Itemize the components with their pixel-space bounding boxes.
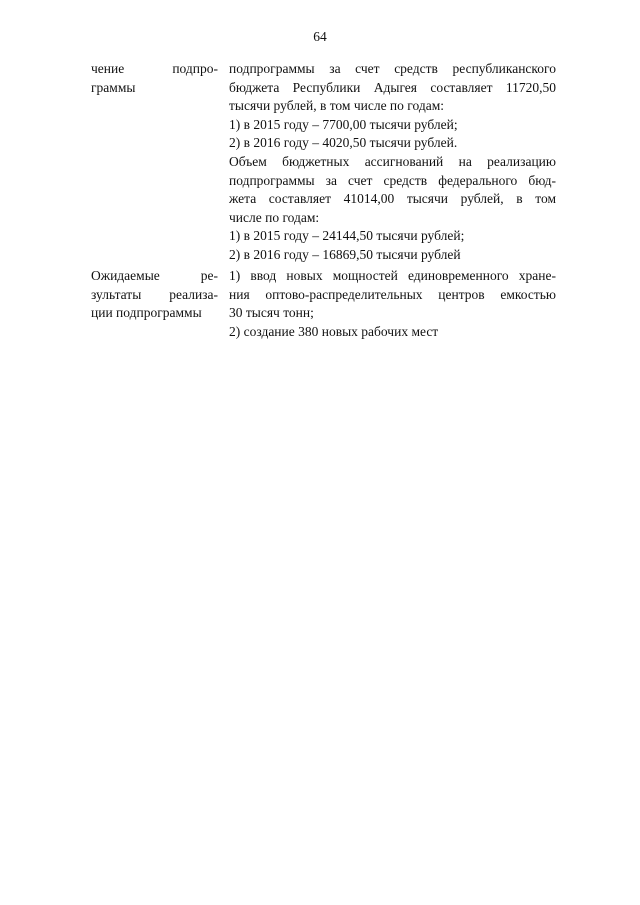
row-label: [91, 60, 218, 97]
row-label: [91, 267, 218, 323]
content-line: 2) в 2016 году – 16869,50 тысячи рублей: [229, 246, 461, 262]
label-word: реализа-: [169, 286, 218, 302]
label-word: граммы: [91, 79, 136, 95]
content-line: 1) в 2015 году – 7700,00 тысячи рублей;: [229, 116, 458, 132]
content-line: числе по годам:: [229, 209, 320, 225]
content-line: Объем бюджетных ассигнований на реализацию: [229, 153, 556, 169]
content-line: жета составляет 41014,00 тысячи рублей, в том: [229, 191, 556, 207]
label-word: Ожидаемые: [91, 268, 160, 283]
label-word: ции подпрограммы: [91, 305, 202, 321]
content-line: тысячи рублей, в том числе по годам:: [229, 98, 444, 114]
row-content: [229, 267, 556, 341]
label-line: [91, 304, 218, 323]
label-line: [91, 267, 218, 286]
content-line: ния оптово-распределительных центров емкостью: [229, 286, 556, 302]
content-line: подпрограммы за счет средств федерального бюд-: [229, 172, 556, 188]
content-line: 1) ввод новых мощностей единовременного хране-: [229, 268, 556, 283]
content-line: подпрограммы за счет средств республиканского: [229, 61, 556, 76]
content-line: 2) создание 380 новых рабочих мест: [229, 323, 439, 339]
content-line: 30 тысяч тонн;: [229, 305, 314, 321]
label-word: чение: [91, 61, 125, 76]
content-line: 2) в 2016 году – 4020,50 тысячи рублей.: [229, 135, 458, 151]
label-line: [91, 60, 218, 79]
page-number: 64: [313, 29, 327, 44]
label-word: подпро-: [172, 61, 218, 76]
content-line: бюджета Республики Адыгея составляет 11720,50: [229, 79, 556, 95]
label-line: [91, 286, 218, 305]
label-word: ре-: [200, 268, 218, 283]
content-line: 1) в 2015 году – 24144,50 тысячи рублей;: [229, 228, 465, 244]
row-content: [229, 60, 556, 265]
label-line: [91, 79, 218, 98]
label-word: зультаты: [91, 286, 142, 302]
